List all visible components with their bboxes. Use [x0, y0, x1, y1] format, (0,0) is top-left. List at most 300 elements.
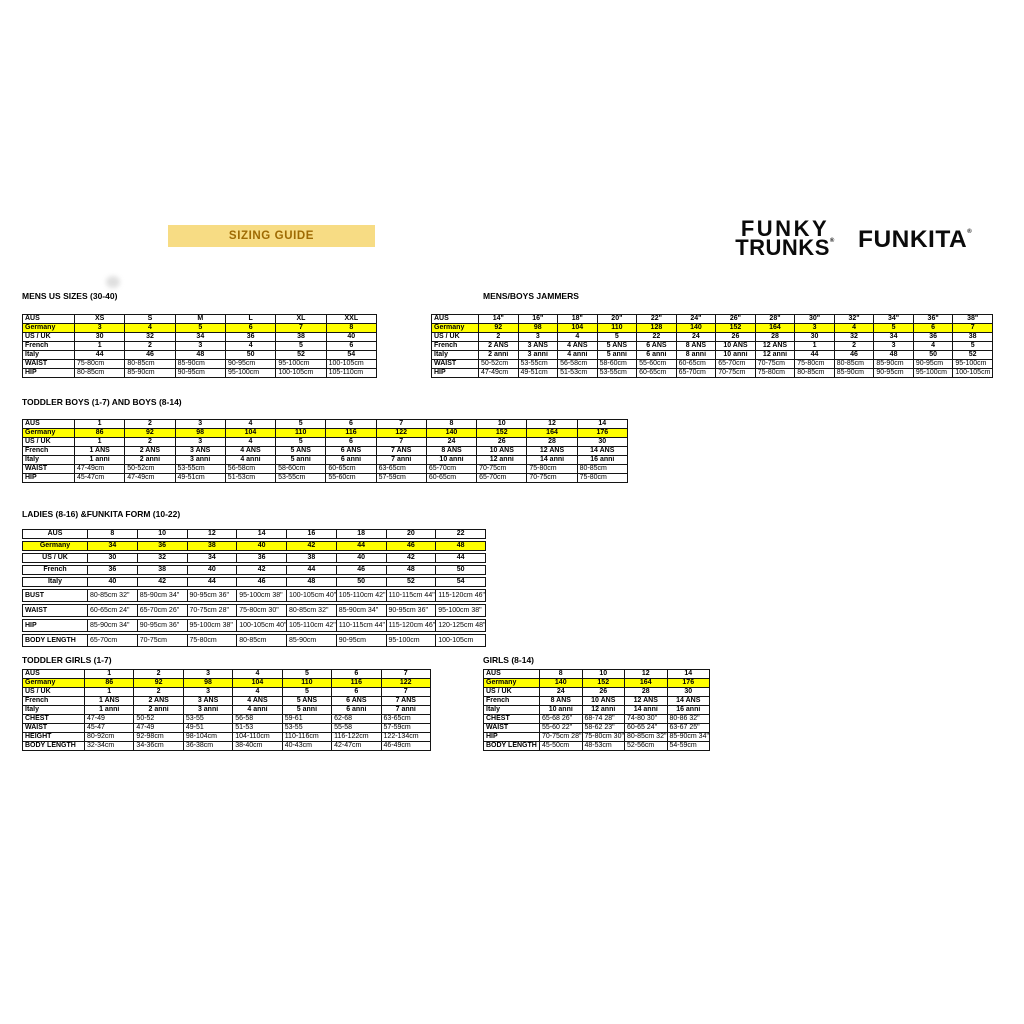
table-cell: 46	[386, 541, 437, 551]
table-cell: 63-65cm	[376, 464, 427, 474]
table-cell: 30	[87, 553, 138, 563]
table-cell: 6 anni	[325, 455, 376, 465]
table-cell: 60-65cm	[426, 473, 477, 483]
table-cell: 90-95cm 36"	[137, 619, 188, 632]
table-cell: 1 ANS	[84, 696, 134, 706]
table-cell: 10 ANS	[715, 341, 756, 351]
table-cell: 8	[87, 529, 138, 539]
table-cell: 152	[715, 323, 756, 333]
table-cell: 58-60cm	[275, 464, 326, 474]
size-table	[22, 529, 486, 647]
table-cell: 115-120cm 46"	[435, 589, 486, 602]
table-cell: 42	[137, 577, 188, 587]
table-cell: 12 anni	[582, 705, 626, 715]
table-cell: 53-55	[282, 723, 332, 733]
table-cell: 65-70cm	[676, 368, 717, 378]
print-smudge-artifact	[106, 276, 120, 288]
table-cell: 68-74 28"	[582, 714, 626, 724]
table-cell: 95-100cm 38"	[435, 604, 486, 617]
row-label: Italy	[22, 455, 75, 465]
table-cell: 7	[376, 437, 427, 447]
table-cell: 2	[834, 341, 875, 351]
table-cell: 80-86 32"	[667, 714, 711, 724]
table-cell: 4 anni	[557, 350, 598, 360]
table-cell: 8 ANS	[676, 341, 717, 351]
table-cell: 47-49	[84, 714, 134, 724]
table-cell: 6	[326, 341, 377, 351]
table-cell: 16"	[518, 314, 559, 324]
table-cell: 40	[336, 553, 387, 563]
table-cell: 152	[476, 428, 527, 438]
table-cell: 34"	[873, 314, 914, 324]
table-cell: 51-53cm	[557, 368, 598, 378]
row-label: US / UK	[22, 687, 85, 697]
table-cell: 10 ANS	[476, 446, 527, 456]
row-label: Italy	[22, 705, 85, 715]
table-cell: 56-58	[232, 714, 282, 724]
table-cell: 8	[539, 669, 583, 679]
table-row	[22, 473, 628, 483]
table-row	[22, 577, 486, 587]
table-cell: 110	[597, 323, 638, 333]
table-cell: 10	[476, 419, 527, 429]
table-cell: 1	[74, 341, 125, 351]
table-cell: 100-105cm	[326, 359, 377, 369]
table-cell: S	[124, 314, 175, 324]
table-cell: 54	[435, 577, 486, 587]
table-cell: 3 anni	[183, 705, 233, 715]
table-cell: 3	[794, 323, 835, 333]
row-label: CHEST	[22, 714, 85, 724]
table-cell: 60-65cm 24"	[87, 604, 138, 617]
table-cell: 1	[84, 687, 134, 697]
table-cell: 85-90cm	[175, 359, 226, 369]
table-cell: 70-75cm	[137, 634, 188, 647]
table-cell: 140	[426, 428, 477, 438]
table-cell: 80-85cm	[794, 368, 835, 378]
section-title: LADIES (8-16) &FUNKITA FORM (10-22)	[22, 509, 181, 519]
table-cell: 70-75cm	[526, 473, 577, 483]
table-cell: 34	[187, 553, 238, 563]
table-cell: 28"	[755, 314, 796, 324]
table-cell: 3 anni	[175, 455, 226, 465]
row-label: Italy	[483, 705, 540, 715]
table-cell: 54	[326, 350, 377, 360]
table-cell: 12 ANS	[624, 696, 668, 706]
table-cell: 48	[286, 577, 337, 587]
table-cell: 52-56cm	[624, 741, 668, 751]
row-label: US / UK	[22, 332, 75, 342]
table-cell: 100-105cm 40"	[236, 619, 287, 632]
table-cell: 4 ANS	[232, 696, 282, 706]
table-cell: 34-36cm	[133, 741, 183, 751]
table-cell: 6	[331, 687, 381, 697]
table-cell: 38	[187, 541, 238, 551]
table-cell: 80-85cm	[834, 359, 875, 369]
table-cell: 60-65cm	[676, 359, 717, 369]
table-cell: 59-61	[282, 714, 332, 724]
registered-trademark-icon: ®	[829, 238, 835, 245]
table-cell: 63-67 25"	[667, 723, 711, 733]
table-cell: 48	[175, 350, 226, 360]
table-cell: 26	[582, 687, 626, 697]
row-label: HIP	[22, 473, 75, 483]
table-cell: 70-75cm 28"	[539, 732, 583, 742]
table-cell: 104	[232, 678, 282, 688]
table-cell: 32	[124, 332, 175, 342]
table-cell: 176	[667, 678, 711, 688]
table-cell: 5 ANS	[597, 341, 638, 351]
table-cell: 85-90cm	[834, 368, 875, 378]
table-cell: 24"	[676, 314, 717, 324]
row-label: WAIST	[431, 359, 479, 369]
table-cell: 98	[183, 678, 233, 688]
table-cell: 90-95cm	[873, 368, 914, 378]
row-label: French	[431, 341, 479, 351]
table-cell: 32-34cm	[84, 741, 134, 751]
table-cell: 30	[74, 332, 125, 342]
table-cell: 50	[336, 577, 387, 587]
table-cell: 10 ANS	[582, 696, 626, 706]
table-cell: 16 anni	[577, 455, 628, 465]
table-cell: 122	[381, 678, 431, 688]
table-cell: 152	[582, 678, 626, 688]
table-cell: 75-80cm 30"	[236, 604, 287, 617]
table-cell: 80-85cm 32"	[87, 589, 138, 602]
table-cell: 1	[84, 669, 134, 679]
table-cell: 115-120cm 46"	[386, 619, 437, 632]
table-row	[483, 741, 710, 751]
table-cell: 85-90cm 34"	[87, 619, 138, 632]
table-cell: 95-100cm 38"	[187, 619, 238, 632]
table-cell: 32	[834, 332, 875, 342]
table-cell: 80-85cm	[74, 368, 125, 378]
table-cell: 164	[526, 428, 577, 438]
size-table-section-toddler-boys	[22, 397, 628, 483]
table-cell: 4 ANS	[225, 446, 276, 456]
table-cell: 46	[336, 565, 387, 575]
table-cell: 40	[87, 577, 138, 587]
table-cell: 104-110cm	[232, 732, 282, 742]
table-cell: XL	[275, 314, 326, 324]
table-cell: 51-53	[232, 723, 282, 733]
table-cell: 2 anni	[124, 455, 175, 465]
table-cell: 28	[624, 687, 668, 697]
table-cell: 22	[636, 332, 677, 342]
table-cell: 48	[435, 541, 486, 551]
table-row	[22, 634, 486, 647]
table-cell: 85-90cm	[124, 368, 175, 378]
table-cell: 38	[286, 553, 337, 563]
table-cell: 3	[175, 419, 226, 429]
table-cell: 164	[755, 323, 796, 333]
registered-trademark-icon: ®	[967, 229, 973, 235]
section-title: GIRLS (8-14)	[483, 655, 535, 665]
table-cell: 90-95cm	[913, 359, 954, 369]
table-cell: 116	[325, 428, 376, 438]
row-label: HIP	[483, 732, 540, 742]
table-cell: XS	[74, 314, 125, 324]
table-cell: 48	[386, 565, 437, 575]
table-cell: 60-65 24"	[624, 723, 668, 733]
table-cell: 6	[225, 323, 276, 333]
row-label: BODY LENGTH	[22, 741, 85, 751]
row-label: US / UK	[22, 553, 88, 563]
table-cell: 14	[667, 669, 711, 679]
table-cell: 34	[873, 332, 914, 342]
table-cell: XXL	[326, 314, 377, 324]
row-label: HEIGHT	[22, 732, 85, 742]
table-cell: 14 ANS	[667, 696, 711, 706]
table-cell: 95-100cm	[225, 368, 276, 378]
table-cell: 53-55cm	[518, 359, 559, 369]
table-cell: 14 ANS	[577, 446, 628, 456]
table-cell: 6 ANS	[331, 696, 381, 706]
row-label: Italy	[22, 350, 75, 360]
table-cell: 63-65cm	[381, 714, 431, 724]
table-cell: 105-110cm	[326, 368, 377, 378]
table-cell: 85-90cm 34"	[336, 604, 387, 617]
table-cell: 4	[124, 323, 175, 333]
row-label: WAIST	[483, 723, 540, 733]
table-cell: 46-49cm	[381, 741, 431, 751]
row-label: Italy	[431, 350, 479, 360]
size-table	[483, 669, 710, 751]
table-cell: 100-105cm	[275, 368, 326, 378]
size-table	[22, 314, 377, 378]
table-cell: 104	[225, 428, 276, 438]
table-cell: 52	[952, 350, 993, 360]
table-cell: 30"	[794, 314, 835, 324]
table-cell: 3	[873, 341, 914, 351]
table-cell: 58-62 23"	[582, 723, 626, 733]
table-cell: 40	[187, 565, 238, 575]
table-cell: 36	[913, 332, 954, 342]
table-cell: 3	[183, 687, 233, 697]
table-cell: 44	[794, 350, 835, 360]
table-cell: 44	[187, 577, 238, 587]
table-cell: 2	[478, 332, 519, 342]
table-cell: 70-75cm	[715, 368, 756, 378]
table-cell: 5	[282, 687, 332, 697]
row-label: HIP	[22, 368, 75, 378]
table-cell: 75-80cm	[794, 359, 835, 369]
table-cell: 140	[539, 678, 583, 688]
table-cell: 80-85cm	[236, 634, 287, 647]
table-cell: 110-116cm	[282, 732, 332, 742]
table-cell: 22"	[636, 314, 677, 324]
table-cell: 53-55cm	[597, 368, 638, 378]
table-cell: 65-70cm	[476, 473, 527, 483]
table-cell: 116-122cm	[331, 732, 381, 742]
table-cell: 57-59cm	[376, 473, 427, 483]
table-cell: 7	[381, 669, 431, 679]
size-table	[431, 314, 993, 378]
table-cell: 80-85cm	[124, 359, 175, 369]
table-cell: 5 anni	[282, 705, 332, 715]
table-cell: 1	[74, 419, 125, 429]
table-cell: 85-90cm 34"	[137, 589, 188, 602]
table-cell: 50-52cm	[124, 464, 175, 474]
table-cell: 12 ANS	[755, 341, 796, 351]
table-cell: 86	[84, 678, 134, 688]
row-label: HIP	[22, 619, 88, 632]
row-label: WAIST	[22, 359, 75, 369]
table-cell: 38	[275, 332, 326, 342]
table-cell: 56-58cm	[557, 359, 598, 369]
table-cell: 75-80cm	[577, 473, 628, 483]
table-cell: 5 ANS	[282, 696, 332, 706]
table-cell: 6	[325, 437, 376, 447]
table-cell: 32	[137, 553, 188, 563]
section-title: TODDLER BOYS (1-7) AND BOYS (8-14)	[22, 397, 182, 407]
table-cell: 65-68 26"	[539, 714, 583, 724]
table-cell: 7 anni	[376, 455, 427, 465]
table-cell: 140	[676, 323, 717, 333]
table-cell: 3 anni	[518, 350, 559, 360]
table-row	[22, 565, 486, 575]
table-cell: 10 anni	[539, 705, 583, 715]
table-cell: 22	[435, 529, 486, 539]
row-label: Italy	[22, 577, 88, 587]
table-cell: 42	[286, 541, 337, 551]
table-cell: 90-95cm 36"	[187, 589, 238, 602]
table-cell: 26	[476, 437, 527, 447]
table-cell: 65-70cm	[87, 634, 138, 647]
table-cell: 80-85cm 32"	[286, 604, 337, 617]
table-cell: 1 anni	[74, 455, 125, 465]
section-title: MENS/BOYS JAMMERS	[483, 291, 579, 301]
row-label: Germany	[483, 678, 540, 688]
table-cell: 38"	[952, 314, 993, 324]
table-cell: 75-80cm	[526, 464, 577, 474]
table-cell: 4 ANS	[557, 341, 598, 351]
table-cell: 50	[225, 350, 276, 360]
table-cell: 50-52	[133, 714, 183, 724]
table-cell: 2	[124, 437, 175, 447]
table-cell: 7	[275, 323, 326, 333]
table-cell: 5	[873, 323, 914, 333]
table-cell: 3	[518, 332, 559, 342]
table-cell: 120-125cm 48"	[435, 619, 486, 632]
table-cell: 95-100cm	[952, 359, 993, 369]
table-cell: 5 ANS	[275, 446, 326, 456]
table-cell: 1 anni	[84, 705, 134, 715]
table-cell: 12 anni	[476, 455, 527, 465]
table-cell: 12 ANS	[526, 446, 577, 456]
table-cell: 46	[834, 350, 875, 360]
table-row	[22, 529, 486, 539]
table-cell: 176	[577, 428, 628, 438]
table-cell: 98-104cm	[183, 732, 233, 742]
table-cell: 48-53cm	[582, 741, 626, 751]
table-cell: 90-95cm	[225, 359, 276, 369]
row-label: WAIST	[22, 464, 75, 474]
row-label: French	[22, 341, 75, 351]
table-cell: 65-70cm	[426, 464, 477, 474]
table-cell: 3 ANS	[175, 446, 226, 456]
table-cell: 54-59cm	[667, 741, 711, 751]
table-cell: 18"	[557, 314, 598, 324]
table-cell: 53-55cm	[175, 464, 226, 474]
table-cell: 90-95cm 36"	[386, 604, 437, 617]
row-label: AUS	[22, 529, 88, 539]
table-cell: 110-115cm 44"	[386, 589, 437, 602]
table-cell: 50-52cm	[478, 359, 519, 369]
table-cell: 4	[834, 323, 875, 333]
table-cell: 47-49	[133, 723, 183, 733]
row-label: WAIST	[22, 604, 88, 617]
table-cell: 48	[873, 350, 914, 360]
table-cell: 44	[286, 565, 337, 575]
table-cell: 55-60 22"	[539, 723, 583, 733]
table-cell: 49-51cm	[518, 368, 559, 378]
table-cell: 8 anni	[676, 350, 717, 360]
table-row	[22, 541, 486, 551]
table-cell: 38	[952, 332, 993, 342]
table-cell: 70-75cm	[476, 464, 527, 474]
table-cell: 4	[225, 437, 276, 447]
table-cell: M	[175, 314, 226, 324]
table-cell: 49-51cm	[175, 473, 226, 483]
table-cell: 3	[74, 323, 125, 333]
table-cell: 6 ANS	[636, 341, 677, 351]
table-cell: 36"	[913, 314, 954, 324]
size-table-section-jammers	[431, 291, 993, 378]
table-cell: 53-55	[183, 714, 233, 724]
table-cell: 85-90cm 34"	[667, 732, 711, 742]
table-cell: 12	[187, 529, 238, 539]
table-cell: 2	[124, 341, 175, 351]
table-row	[431, 368, 993, 378]
table-cell: 53-55cm	[275, 473, 326, 483]
table-cell: 20"	[597, 314, 638, 324]
table-cell: 95-100cm	[386, 634, 437, 647]
row-label: French	[22, 565, 88, 575]
page-title-badge: SIZING GUIDE	[168, 225, 375, 247]
table-cell: 5	[275, 437, 326, 447]
table-row	[22, 604, 486, 617]
row-label: AUS	[22, 669, 85, 679]
table-cell: 65-70cm 26"	[137, 604, 188, 617]
funky-trunks-logo-line2: TRUNKS®	[735, 235, 835, 261]
row-label: US / UK	[22, 437, 75, 447]
table-cell: 4 anni	[225, 455, 276, 465]
row-label: French	[22, 446, 75, 456]
table-cell: 75-80cm	[755, 368, 796, 378]
table-cell: 10	[582, 669, 626, 679]
row-label: French	[483, 696, 540, 706]
table-cell: 52	[386, 577, 437, 587]
table-cell: 10 anni	[426, 455, 477, 465]
table-cell: 4 anni	[232, 705, 282, 715]
row-label: US / UK	[431, 332, 479, 342]
table-cell: 85-90cm	[286, 634, 337, 647]
table-cell: 98	[518, 323, 559, 333]
table-cell: 4	[557, 332, 598, 342]
table-cell: 80-92cm	[84, 732, 134, 742]
table-cell: 4	[232, 669, 282, 679]
table-cell: 56-58cm	[225, 464, 276, 474]
table-cell: 75-80cm	[74, 359, 125, 369]
table-cell: 6	[325, 419, 376, 429]
table-cell: 100-105cm	[435, 634, 486, 647]
table-cell: 6 ANS	[325, 446, 376, 456]
table-cell: 24	[676, 332, 717, 342]
table-cell: 7 anni	[381, 705, 431, 715]
table-cell: 1	[794, 341, 835, 351]
row-label: AUS	[483, 669, 540, 679]
